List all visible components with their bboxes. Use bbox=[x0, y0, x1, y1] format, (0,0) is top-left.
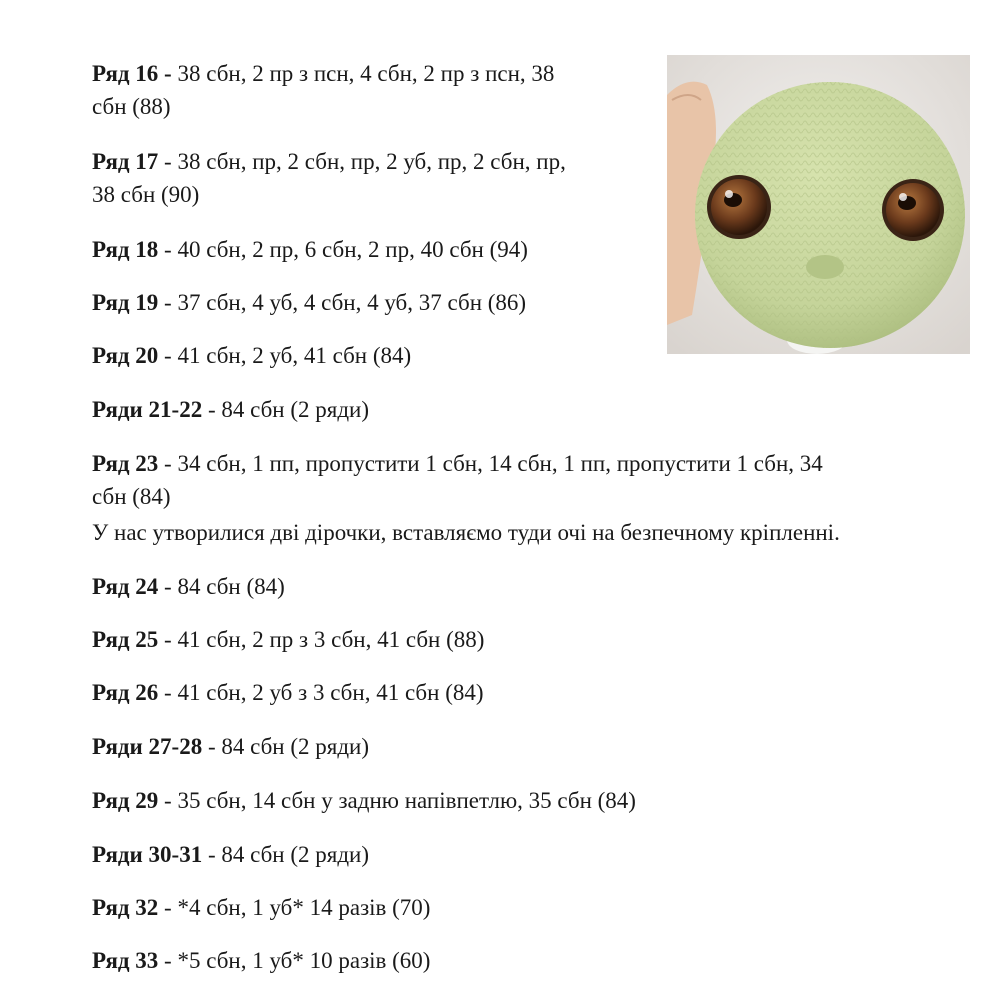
row-17-line-2 bbox=[92, 178, 199, 211]
row-text: - 84 сбн (84) bbox=[158, 574, 285, 599]
row-25 bbox=[92, 623, 484, 656]
rows-21-22 bbox=[92, 393, 369, 426]
row-16-line-1 bbox=[92, 57, 554, 90]
row-23-line-2 bbox=[92, 480, 171, 513]
row-text: - 38 сбн, пр, 2 сбн, пр, 2 уб, пр, 2 сбн, пр, bbox=[158, 149, 566, 174]
row-label: Ряд 25 bbox=[92, 627, 159, 652]
rows-27-28 bbox=[92, 730, 369, 763]
row-18 bbox=[92, 233, 528, 266]
row-label: Ряд 23 bbox=[92, 451, 159, 476]
row-text: - 34 сбн, 1 пп, пропустити 1 сбн, 14 сбн, 1 пп, пропустити 1 сбн, 34 bbox=[158, 451, 823, 476]
crochet-head-photo bbox=[667, 55, 970, 354]
row-label: Ряд 19 bbox=[92, 290, 159, 315]
row-23-note bbox=[92, 516, 840, 549]
row-text: - 40 сбн, 2 пр, 6 сбн, 2 пр, 40 сбн (94) bbox=[158, 237, 528, 262]
row-32 bbox=[92, 891, 430, 924]
row-label: Ряди 30-31 bbox=[92, 842, 203, 867]
nose bbox=[806, 255, 844, 279]
row-33 bbox=[92, 944, 430, 977]
row-label: Ряд 17 bbox=[92, 149, 159, 174]
row-text: - 84 сбн (2 ряди) bbox=[202, 842, 370, 867]
row-text: 38 сбн (90) bbox=[92, 182, 200, 207]
row-label: Ряд 26 bbox=[92, 680, 159, 705]
right-eye bbox=[882, 179, 944, 241]
row-label: Ряд 29 bbox=[92, 788, 159, 813]
row-23-line-1 bbox=[92, 447, 823, 480]
left-eye bbox=[707, 175, 771, 239]
note-text: У нас утворилися дві дірочки, вставляємо туди очі на безпечному кріпленні. bbox=[92, 520, 840, 545]
row-text: - 41 сбн, 2 уб з 3 сбн, 41 сбн (84) bbox=[158, 680, 484, 705]
row-text: - 41 сбн, 2 уб, 41 сбн (84) bbox=[158, 343, 412, 368]
rows-30-31 bbox=[92, 838, 369, 871]
row-20 bbox=[92, 339, 411, 372]
row-text: сбн (88) bbox=[92, 94, 171, 119]
row-text: - *5 сбн, 1 уб* 10 разів (60) bbox=[158, 948, 431, 973]
row-label: Ряди 27-28 bbox=[92, 734, 203, 759]
row-text: - 41 сбн, 2 пр з 3 сбн, 41 сбн (88) bbox=[158, 627, 485, 652]
row-19 bbox=[92, 286, 526, 319]
row-label: Ряд 33 bbox=[92, 948, 159, 973]
row-text: - 35 сбн, 14 сбн у задню напівпетлю, 35 сбн (84) bbox=[158, 788, 636, 813]
row-label: Ряд 32 bbox=[92, 895, 159, 920]
row-24 bbox=[92, 570, 285, 603]
row-label: Ряд 16 - bbox=[92, 61, 172, 86]
row-label: Ряд 18 bbox=[92, 237, 159, 262]
row-text: - 84 сбн (2 ряди) bbox=[202, 397, 370, 422]
row-label: Ряди 21-22 bbox=[92, 397, 203, 422]
row-label: Ряд 20 bbox=[92, 343, 159, 368]
row-text: - *4 сбн, 1 уб* 14 разів (70) bbox=[158, 895, 431, 920]
row-16-line-2 bbox=[92, 90, 171, 123]
row-text: 38 сбн, 2 пр з псн, 4 сбн, 2 пр з псн, 38 bbox=[171, 61, 555, 86]
row-text: - 84 сбн (2 ряди) bbox=[202, 734, 370, 759]
row-29 bbox=[92, 784, 636, 817]
row-26 bbox=[92, 676, 484, 709]
row-17-line-1 bbox=[92, 145, 566, 178]
row-text: сбн (84) bbox=[92, 484, 171, 509]
row-text: - 37 сбн, 4 уб, 4 сбн, 4 уб, 37 сбн (86) bbox=[158, 290, 527, 315]
row-label: Ряд 24 bbox=[92, 574, 159, 599]
